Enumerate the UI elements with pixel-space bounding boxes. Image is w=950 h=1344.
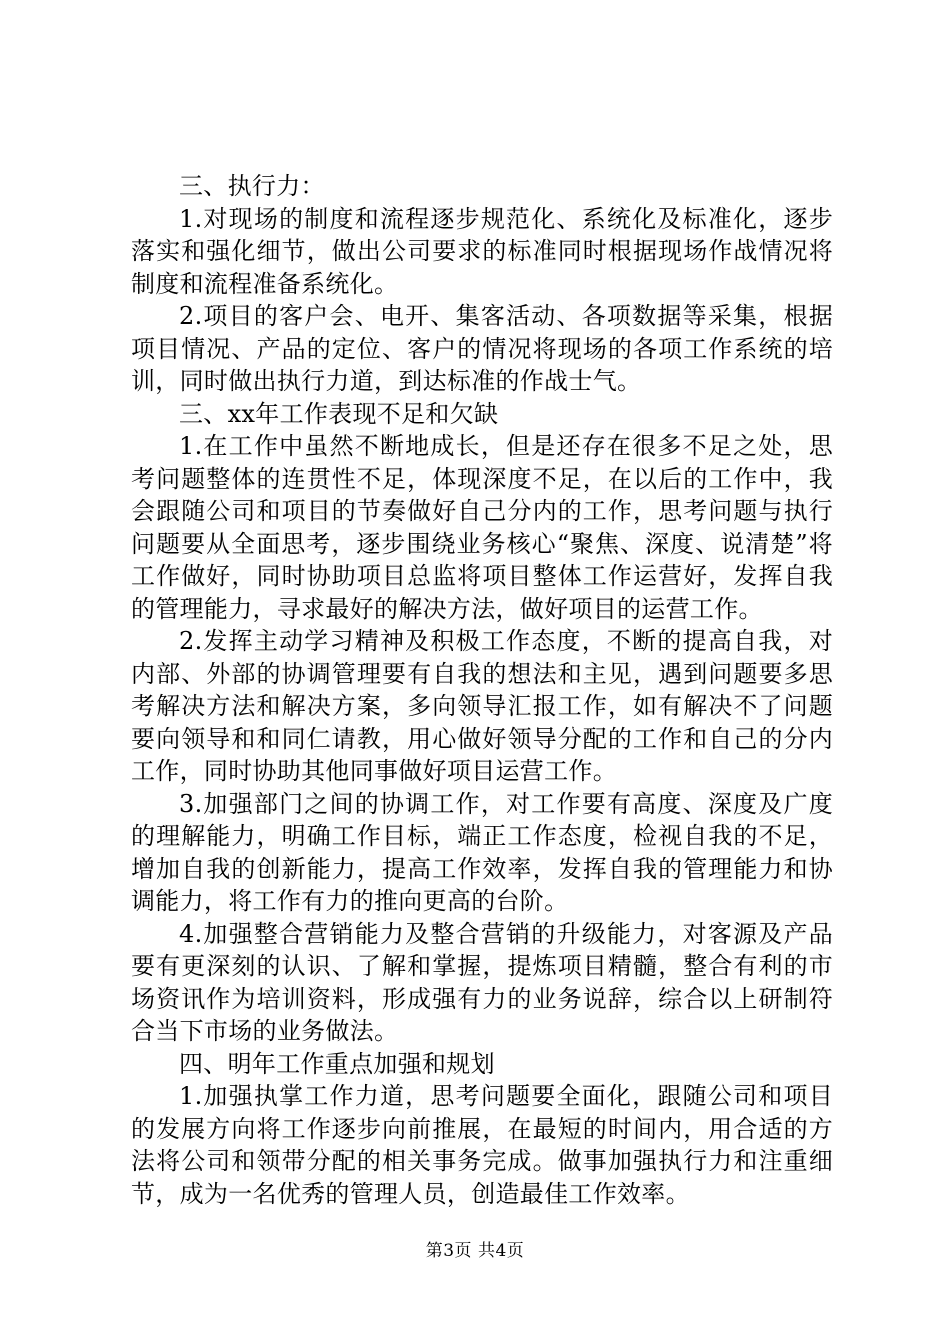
paragraph: 4.加强整合营销能力及整合营销的升级能力，对客源及产品要有更深刻的认识、了解和掌握，提炼项目精髓，整合有利的市场资讯作为培训资料，形成强有力的业务说辞，综合以上研制符合当下市场的业务做法。 [131,919,833,1045]
section-heading-execution: 三、执行力： [179,172,325,200]
section-heading-shortcomings: 三、xx年工作表现不足和欠缺 [179,399,499,428]
paragraph: 2.发挥主动学习精神及积极工作态度，不断的提高自我，对内部、外部的协调管理要有自我的想法和主见，遇到问题要多思考解决方法和解决方案，多向领导汇报工作，如有解决不了问题要向领导和和同仁请教，用心做好领导分配的工作和自己的分内工作，同时协助其他同事做好项目运营工作。 [131,627,833,785]
paragraph: 1.加强执掌工作力道，思考问题要全面化，跟随公司和项目的发展方向将工作逐步向前推展，在最短的时间内，用合适的方法将公司和领带分配的相关事务完成。做事加强执行力和注重细节，成为一名优秀的管理人员，创造最佳工作效率。 [131,1082,833,1208]
paragraph: 1.对现场的制度和流程逐步规范化、系统化及标准化，逐步落实和强化细节，做出公司要求的标准同时根据现场作战情况将制度和流程准备系统化。 [131,204,833,298]
page-number-footer: 第3页 共4页 [425,1241,525,1261]
document-body [131,170,833,1210]
section-heading-next-year-plan: 四、明年工作重点加强和规划 [179,1049,495,1078]
paragraph: 1.在工作中虽然不断地成长，但是还存在很多不足之处，思考问题整体的连贯性不足，体现深度不足，在以后的工作中，我会跟随公司和项目的节奏做好自己分内的工作，思考问题与执行问题要从全面思考，逐步围绕业务核心“聚焦、深度、说清楚”将工作做好，同时协助项目总监将项目整体工作运营好，发挥自我的管理能力，寻求最好的解决方法，做好项目的运营工作。 [131,432,833,623]
paragraph: 3.加强部门之间的协调工作，对工作要有高度、深度及广度的理解能力，明确工作目标，端正工作态度，检视自我的不足，增加自我的创新能力，提高工作效率，发挥自我的管理能力和协调能力，将工作有力的推向更高的台阶。 [131,789,833,915]
paragraph: 2.项目的客户会、电开、集客活动、各项数据等采集，根据项目情况、产品的定位、客户的情况将现场的各项工作系统的培训，同时做出执行力道，到达标准的作战士气。 [131,302,833,395]
